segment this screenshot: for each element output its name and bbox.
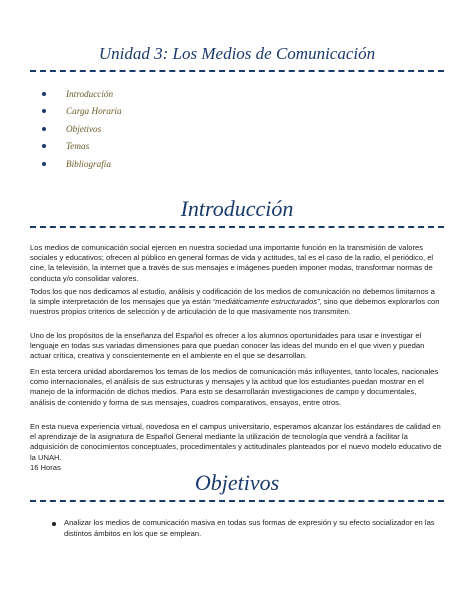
toc-item-objetivos[interactable]: Objetivos — [38, 123, 122, 140]
toc-item-bibliografia[interactable]: Bibliografía — [38, 158, 122, 175]
toc-item-introduccion[interactable]: Introducción — [38, 88, 122, 105]
intro-divider — [30, 226, 444, 228]
toc-item-carga-horaria[interactable]: Carga Horaria — [38, 105, 122, 122]
intro-paragraph-4: En esta tercera unidad abordaremos los temas de los medios de comunicación más influyentes, tanto locales, nacionales como internacionales, el análisis de sus estructuras y mensajes y la actitud que los estudiantes puedan mostrar en el manejo de la información de dichos medios. Para esto se desarrollarán investigaciones de campo y documentales, análisis de contenido y forma de sus mensajes, cuadros comparativos, ensayos, entre otros. — [30, 367, 439, 407]
toc-item-temas[interactable]: Temas — [38, 140, 122, 157]
bullet-icon — [42, 127, 46, 131]
objetivo-item: Analizar los medios de comunicación masiva en todas sus formas de expresión y su efecto socializador en las distintos ámbitos en los que se emplean. — [50, 518, 454, 539]
bullet-icon — [42, 144, 46, 148]
hours-label: 16 Horas — [30, 463, 61, 472]
intro-paragraph-1: Los medios de comunicación social ejercen en nuestra sociedad una importante función en la transmisión de valores sociales y educativos; ofrecen al público en general formas de vida y actitudes, tal es el caso de la radio, el periódico, el cine, la televisión, la internet que a través de sus mensajes e imágenes pueden imponer modas, transformar normas de conducta y/o consolidar valores. — [30, 243, 434, 283]
intro-paragraph-2: Todos los que nos dedicamos al estudio, análisis y codificación de los medios de comunicación no debemos limitarnos a la simple interpretación de los mensajes que ya están “mediáticamente estructurados”, sino que debemos explorarlos con nuestros propios criterios de selección y de articulación de lo que masivamente nos transmiten. — [30, 287, 440, 317]
objetivos-divider — [30, 500, 444, 502]
title-divider — [30, 70, 444, 72]
bullet-icon — [42, 162, 46, 166]
toc-list — [38, 88, 122, 175]
objetivos-heading: Objetivos — [194, 470, 280, 495]
intro-paragraph-5: En esta nueva experiencia virtual, novedosa en el campus universitario, esperamos alcanzar los estándares de calidad en el aprendizaje de la asignatura de Español General mediante la utilización de tecnología que vendrá a facilitar la adquisición de conocimientos conceptuales, procedimentales y actitudinales planteados por el nuevo modelo educativo de la UNAH. — [30, 422, 442, 462]
bullet-icon — [52, 522, 56, 526]
unit-title: Unidad 3: Los Medios de Comunicación — [98, 44, 376, 63]
intro-paragraph-3: Uno de los propósitos de la enseñanza del Español es ofrecer a los alumnos oportunidades para usar e investigar el lenguaje en todas sus variadas dimensiones para que puedan conocer las ideas del mundo en el que viven y puedan actuar crítica, creativa y conscientemente en el ambiente en el que se desarrollan. — [30, 331, 425, 361]
intro-heading: Introducción — [180, 196, 294, 221]
bullet-icon — [42, 92, 46, 96]
bullet-icon — [42, 109, 46, 113]
